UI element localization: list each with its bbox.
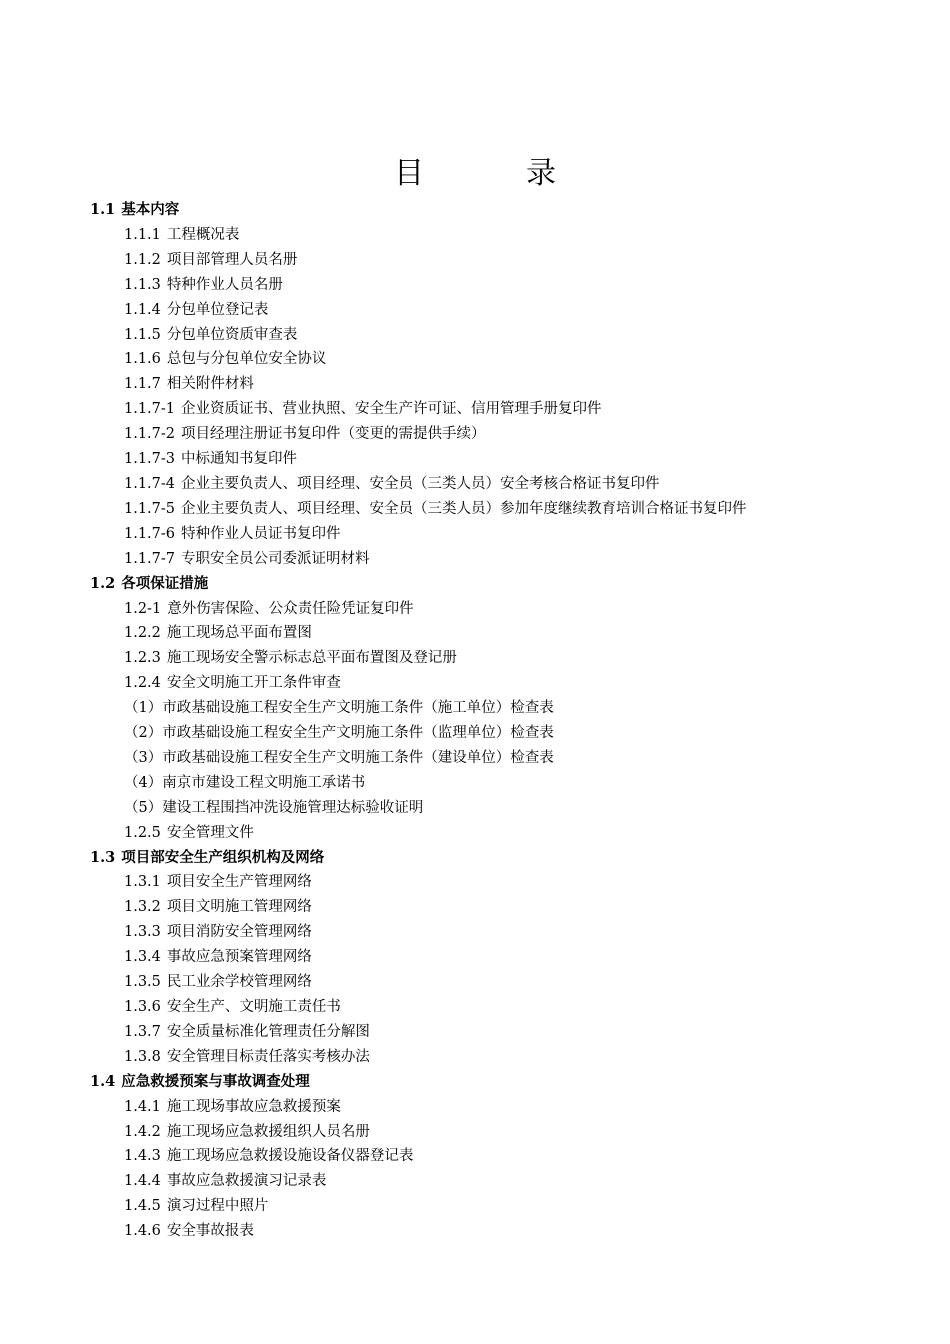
toc-entry-text: 安全管理文件	[166, 824, 254, 841]
toc-entry	[0, 273, 950, 298]
toc-entry-number: 1.4.2	[124, 1123, 161, 1140]
toc-entry	[0, 746, 950, 771]
toc-entry	[0, 771, 950, 796]
toc-entry	[0, 1095, 950, 1120]
toc-entry-number: 1.4.1	[124, 1098, 161, 1115]
toc-entry	[0, 646, 950, 671]
toc-entry-number: 1.2.2	[124, 625, 161, 642]
toc-entry	[0, 1169, 950, 1194]
toc-entry-number: 1.1.1	[124, 226, 161, 243]
table-of-contents	[0, 198, 950, 1244]
toc-entry-number: 1.3.8	[124, 1048, 161, 1065]
toc-entry	[0, 895, 950, 920]
toc-entry-text: 总包与分包单位安全协议	[166, 351, 327, 368]
toc-entry-text: 市政基础设施工程安全生产文明施工条件（施工单位）检查表	[162, 700, 554, 717]
toc-entry-text: 演习过程中照片	[166, 1198, 269, 1215]
toc-entry-number: 1.3.5	[124, 974, 161, 991]
toc-entry-text: 特种作业人员证书复印件	[181, 525, 341, 542]
toc-entry-text: 工程概况表	[166, 226, 240, 243]
toc-entry	[0, 323, 950, 348]
toc-entry-number: 1.2.3	[124, 650, 161, 667]
toc-entry-number: 1.1.2	[124, 251, 161, 268]
toc-entry	[0, 796, 950, 821]
toc-entry-text: 安全管理目标责任落实考核办法	[166, 1048, 370, 1065]
toc-entry	[0, 970, 950, 995]
toc-entry-text: 特种作业人员名册	[166, 276, 283, 293]
toc-entry-number: 1.1.7-4	[124, 475, 176, 492]
toc-entry	[0, 721, 950, 746]
toc-entry-number: 1.3	[90, 848, 116, 866]
toc-entry-text: 项目消防安全管理网络	[166, 924, 312, 941]
toc-entry-text: 事故应急救援演习记录表	[166, 1173, 327, 1190]
page-title: 目 录	[394, 156, 592, 191]
toc-entry-number: 1.1.7-5	[124, 500, 176, 517]
toc-entry-text: 各项保证措施	[121, 574, 209, 592]
toc-entry-text: 施工现场事故应急救援预案	[166, 1098, 341, 1115]
toc-entry	[0, 298, 950, 323]
toc-section-heading	[0, 1070, 950, 1095]
toc-entry-text: 企业主要负责人、项目经理、安全员（三类人员）安全考核合格证书复印件	[181, 475, 660, 492]
toc-entry	[0, 472, 950, 497]
toc-entry	[0, 995, 950, 1020]
toc-entry	[0, 1194, 950, 1219]
toc-entry-number: 1.2.5	[124, 824, 161, 841]
toc-entry-number: 1.2.4	[124, 675, 161, 692]
toc-entry-text: 企业资质证书、营业执照、安全生产许可证、信用管理手册复印件	[181, 401, 602, 418]
toc-entry-text: 施工现场总平面布置图	[166, 625, 312, 642]
toc-entry	[0, 547, 950, 572]
toc-entry-number: 1.1.7-1	[124, 401, 176, 418]
toc-entry-number: 1.3.6	[124, 999, 161, 1015]
toc-entry-text: 安全质量标准化管理责任分解图	[166, 1023, 370, 1040]
toc-entry	[0, 422, 950, 447]
toc-entry	[0, 597, 950, 622]
toc-entry-text: 安全事故报表	[166, 1223, 254, 1240]
toc-entry-text: 企业主要负责人、项目经理、安全员（三类人员）参加年度继续教育培训合格证书复印件	[181, 500, 747, 517]
toc-entry-text: 分包单位资质审查表	[166, 326, 298, 343]
toc-entry-text: 施工现场应急救援组织人员名册	[166, 1123, 370, 1140]
toc-entry	[0, 696, 950, 721]
toc-entry-number: 1.4	[90, 1072, 116, 1090]
toc-entry-number: （3）	[124, 749, 163, 766]
toc-entry-text: 安全生产、文明施工责任书	[166, 999, 341, 1015]
toc-entry	[0, 920, 950, 945]
toc-entry-number: 1.1.7-7	[124, 550, 176, 567]
toc-entry-text: 相关附件材料	[166, 376, 254, 393]
toc-entry-number: 1.1.7-2	[124, 426, 176, 443]
toc-entry-text: 民工业余学校管理网络	[166, 974, 312, 991]
toc-entry-number: 1.1.6	[124, 351, 161, 368]
toc-entry	[0, 497, 950, 522]
toc-entry-text: 分包单位登记表	[166, 301, 269, 318]
toc-entry-number: （5）	[124, 799, 163, 816]
toc-entry-number: （1）	[124, 700, 163, 717]
toc-entry-number: 1.3.1	[124, 874, 161, 891]
toc-entry-number: 1.3.7	[124, 1023, 161, 1040]
toc-entry	[0, 347, 950, 372]
toc-entry-number: 1.4.4	[124, 1173, 161, 1190]
toc-entry	[0, 522, 950, 547]
toc-entry	[0, 1020, 950, 1045]
toc-entry-text: 安全文明施工开工条件审查	[166, 675, 341, 692]
toc-entry	[0, 945, 950, 970]
toc-section-heading	[0, 846, 950, 871]
toc-entry-text: 专职安全员公司委派证明材料	[181, 550, 370, 567]
toc-entry-text: 项目部安全生产组织机构及网络	[121, 848, 325, 866]
toc-entry	[0, 1144, 950, 1169]
toc-entry-number: 1.1.7-3	[124, 451, 176, 468]
toc-entry-text: 项目文明施工管理网络	[166, 899, 312, 916]
toc-entry-text: 南京市建设工程文明施工承诺书	[162, 774, 366, 791]
toc-entry	[0, 447, 950, 472]
toc-entry-text: 项目经理注册证书复印件（变更的需提供手续）	[181, 426, 486, 443]
toc-entry-number: （2）	[124, 725, 163, 742]
toc-entry	[0, 821, 950, 846]
toc-entry-number: 1.2-1	[124, 600, 162, 617]
toc-entry	[0, 223, 950, 248]
toc-entry-text: 应急救援预案与事故调查处理	[121, 1072, 310, 1090]
toc-entry	[0, 621, 950, 646]
toc-entry-number: 1.1.4	[124, 301, 161, 318]
toc-entry-text: 施工现场应急救援设施设备仪器登记表	[166, 1148, 414, 1165]
toc-entry	[0, 1219, 950, 1244]
toc-entry-number: 1.4.6	[124, 1223, 161, 1240]
toc-entry	[0, 870, 950, 895]
toc-entry-number: 1.3.2	[124, 899, 161, 916]
toc-entry-text: 意外伤害保险、公众责任险凭证复印件	[167, 600, 414, 617]
toc-entry-number: （4）	[124, 774, 163, 791]
toc-entry-text: 基本内容	[121, 201, 180, 218]
toc-entry	[0, 1120, 950, 1145]
toc-entry-text: 事故应急预案管理网络	[166, 949, 312, 966]
toc-entry-number: 1.3.3	[124, 924, 161, 941]
toc-entry-number: 1.1.7-6	[124, 525, 176, 542]
toc-entry	[0, 397, 950, 422]
toc-entry-number: 1.1.5	[124, 326, 161, 343]
toc-entry-text: 中标通知书复印件	[181, 451, 298, 468]
toc-entry-number: 1.4.5	[124, 1198, 161, 1215]
toc-entry	[0, 248, 950, 273]
toc-entry-text: 项目部管理人员名册	[166, 251, 298, 268]
toc-entry-number: 1.1	[90, 201, 116, 218]
toc-entry-text: 施工现场安全警示标志总平面布置图及登记册	[166, 650, 457, 667]
toc-entry-number: 1.2	[90, 574, 116, 592]
toc-entry-number: 1.1.3	[124, 276, 161, 293]
toc-section-heading	[0, 572, 950, 597]
toc-entry	[0, 1045, 950, 1070]
toc-entry-number: 1.4.3	[124, 1148, 161, 1165]
toc-entry-number: 1.3.4	[124, 949, 161, 966]
toc-section-heading	[0, 198, 950, 223]
toc-entry-text: 建设工程围挡冲洗设施管理达标验收证明	[162, 799, 424, 816]
toc-entry-text: 市政基础设施工程安全生产文明施工条件（建设单位）检查表	[162, 749, 554, 766]
toc-entry-number: 1.1.7	[124, 376, 161, 393]
toc-entry	[0, 671, 950, 696]
toc-entry-text: 项目安全生产管理网络	[166, 874, 312, 891]
toc-entry	[0, 372, 950, 397]
toc-entry-text: 市政基础设施工程安全生产文明施工条件（监理单位）检查表	[162, 725, 554, 742]
